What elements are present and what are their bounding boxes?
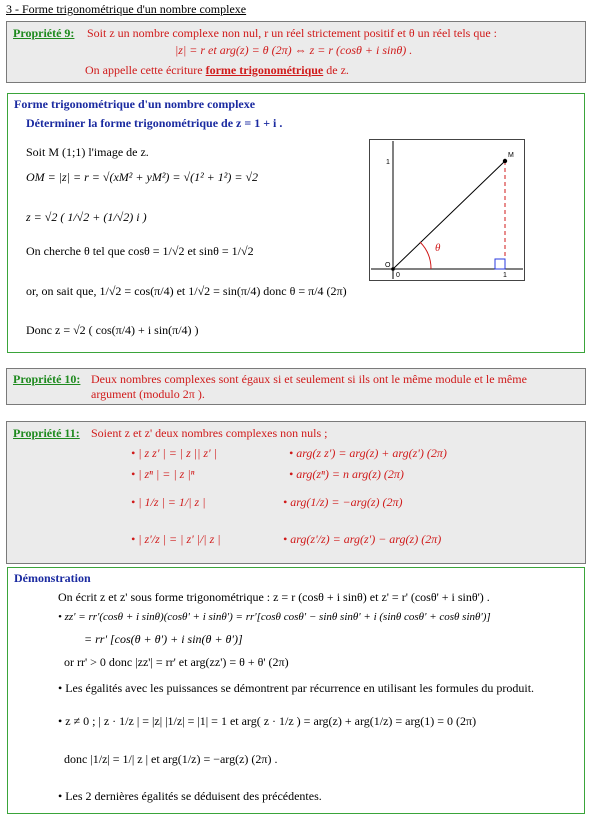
property-11-left-3: • | 1/z | = 1/| z | — [131, 495, 206, 509]
property-11-box — [6, 421, 586, 564]
example-box — [7, 93, 585, 353]
label-m: M — [508, 152, 514, 159]
unit-circle-graph — [369, 139, 525, 281]
demo-line-6: • z ≠ 0 ; | z · 1/z | = |z| |1/z| = |1| = 1 et arg( z · 1/z ) = arg(z) + arg(1/z) = arg(1) = 0 (2π) — [58, 714, 477, 728]
demo-line-1: On écrit z et z' sous forme trigonométrique : z = r (cosθ + i sinθ) et z' = r' (cosθ' + i sinθ') . — [58, 590, 490, 604]
tick-x-0: 0 — [396, 272, 400, 279]
property-9-label: Propriété 9: — [13, 26, 75, 40]
rule-text: arg(z z') = arg(z) + arg(z') (2π) — [296, 446, 447, 460]
demonstration-heading: Démonstration — [14, 571, 91, 585]
demo-line-7: donc |1/z| = 1/| z | et arg(1/z) = −arg(z) (2π) . — [64, 752, 278, 766]
rule-text: | z z' | = | z || z' | — [138, 446, 217, 460]
example-line-6: Donc z = √2 ( cos(π/4) + i sin(π/4) ) — [26, 323, 199, 337]
example-line-3: z = √2 ( 1/√2 + (1/√2) i ) — [26, 210, 147, 224]
rule-text: arg(1/z) = −arg(z) (2π) — [290, 495, 403, 509]
tick-x-1: 1 — [503, 272, 507, 279]
demo-line-4: or rr' > 0 donc |zz'| = rr' et arg(zz') = θ + θ' (2π) — [64, 655, 289, 669]
rule-text: arg(zⁿ) = n arg(z) (2π) — [296, 467, 404, 481]
point-o — [391, 267, 395, 271]
property-10-label: Propriété 10: — [13, 372, 81, 386]
point-m — [503, 159, 507, 163]
example-line-4: On cherche θ tel que cosθ = 1/√2 et sinθ = 1/√2 — [26, 244, 254, 258]
tick-y-1: 1 — [386, 159, 390, 166]
definition-text: On appelle cette écriture — [85, 63, 203, 77]
property-10-line-2: argument (modulo 2π ). — [91, 387, 205, 401]
definition-end: de z. — [326, 63, 349, 77]
property-11-intro: Soient z et z' deux nombres complexes non nuls ; — [91, 426, 328, 440]
example-line-5: or, on sait que, 1/√2 = cos(π/4) et 1/√2 = sin(π/4) donc θ = π/4 (2π) — [26, 284, 347, 298]
label-o: O — [385, 262, 391, 269]
angle-theta: θ — [435, 242, 441, 254]
rule-text: arg(z'/z) = arg(z') − arg(z) (2π) — [290, 532, 442, 546]
rule-text: | 1/z | = 1/| z | — [138, 495, 206, 509]
property-11-right-1: • arg(z z') = arg(z) + arg(z') (2π) — [289, 446, 447, 460]
property-9-formula: |z| = r et arg(z) = θ (2π) ⇔ z = r (cosθ + i sinθ) . — [175, 43, 413, 57]
example-heading: Forme trigonométrique d'un nombre complexe — [14, 97, 256, 111]
demo-line-5: • Les égalités avec les puissances se démontrent par récurrence en utilisant les formules du produit. — [58, 681, 535, 695]
property-11-right-3: • arg(1/z) = −arg(z) (2π) — [283, 495, 403, 509]
demo-line-2: • zz' = rr'(cosθ + i sinθ)(cosθ' + i sinθ') = rr'[cosθ cosθ' − sinθ sinθ' + i (sinθ cosθ' + cosθ sinθ')] — [58, 611, 491, 623]
property-11-right-4: • arg(z'/z) = arg(z') − arg(z) (2π) — [283, 532, 442, 546]
demo-line-8: • Les 2 dernières égalités se déduisent des précédentes. — [58, 789, 322, 803]
property-11-right-2: • arg(zⁿ) = n arg(z) (2π) — [289, 467, 404, 481]
definition-term: forme trigonométrique — [205, 63, 324, 77]
property-10-box — [6, 368, 586, 405]
property-11-left-2: • | zⁿ | = | z |ⁿ — [131, 467, 195, 481]
property-11-left-1: • | z z' | = | z || z' | — [131, 446, 217, 460]
property-9-definition — [85, 63, 349, 78]
property-9-statement: Soit z un nombre complexe non nul, r un réel strictement positif et θ un réel tels que : — [87, 26, 497, 40]
demo-line-3: = rr' [cos(θ + θ') + i sin(θ + θ')] — [84, 632, 243, 646]
example-line-1: Soit M (1;1) l'image de z. — [26, 145, 149, 159]
property-11-label: Propriété 11: — [13, 426, 80, 440]
example-line-2: OM = |z| = r = √(xM² + yM²) = √(1² + 1²) = √2 — [26, 170, 259, 184]
rule-text: | zⁿ | = | z |ⁿ — [138, 467, 195, 481]
demonstration-box — [7, 567, 585, 814]
property-9-box — [6, 21, 586, 83]
rule-text: | z'/z | = | z' |/| z | — [138, 532, 221, 546]
section-title: 3 - Forme trigonométrique d'un nombre complexe — [6, 2, 247, 16]
property-10-line-1: Deux nombres complexes sont égaux si et seulement si ils ont le même module et le même — [91, 372, 527, 386]
property-11-left-4: • | z'/z | = | z' |/| z | — [131, 532, 221, 546]
example-task: Déterminer la forme trigonométrique de z = 1 + i . — [26, 116, 283, 130]
